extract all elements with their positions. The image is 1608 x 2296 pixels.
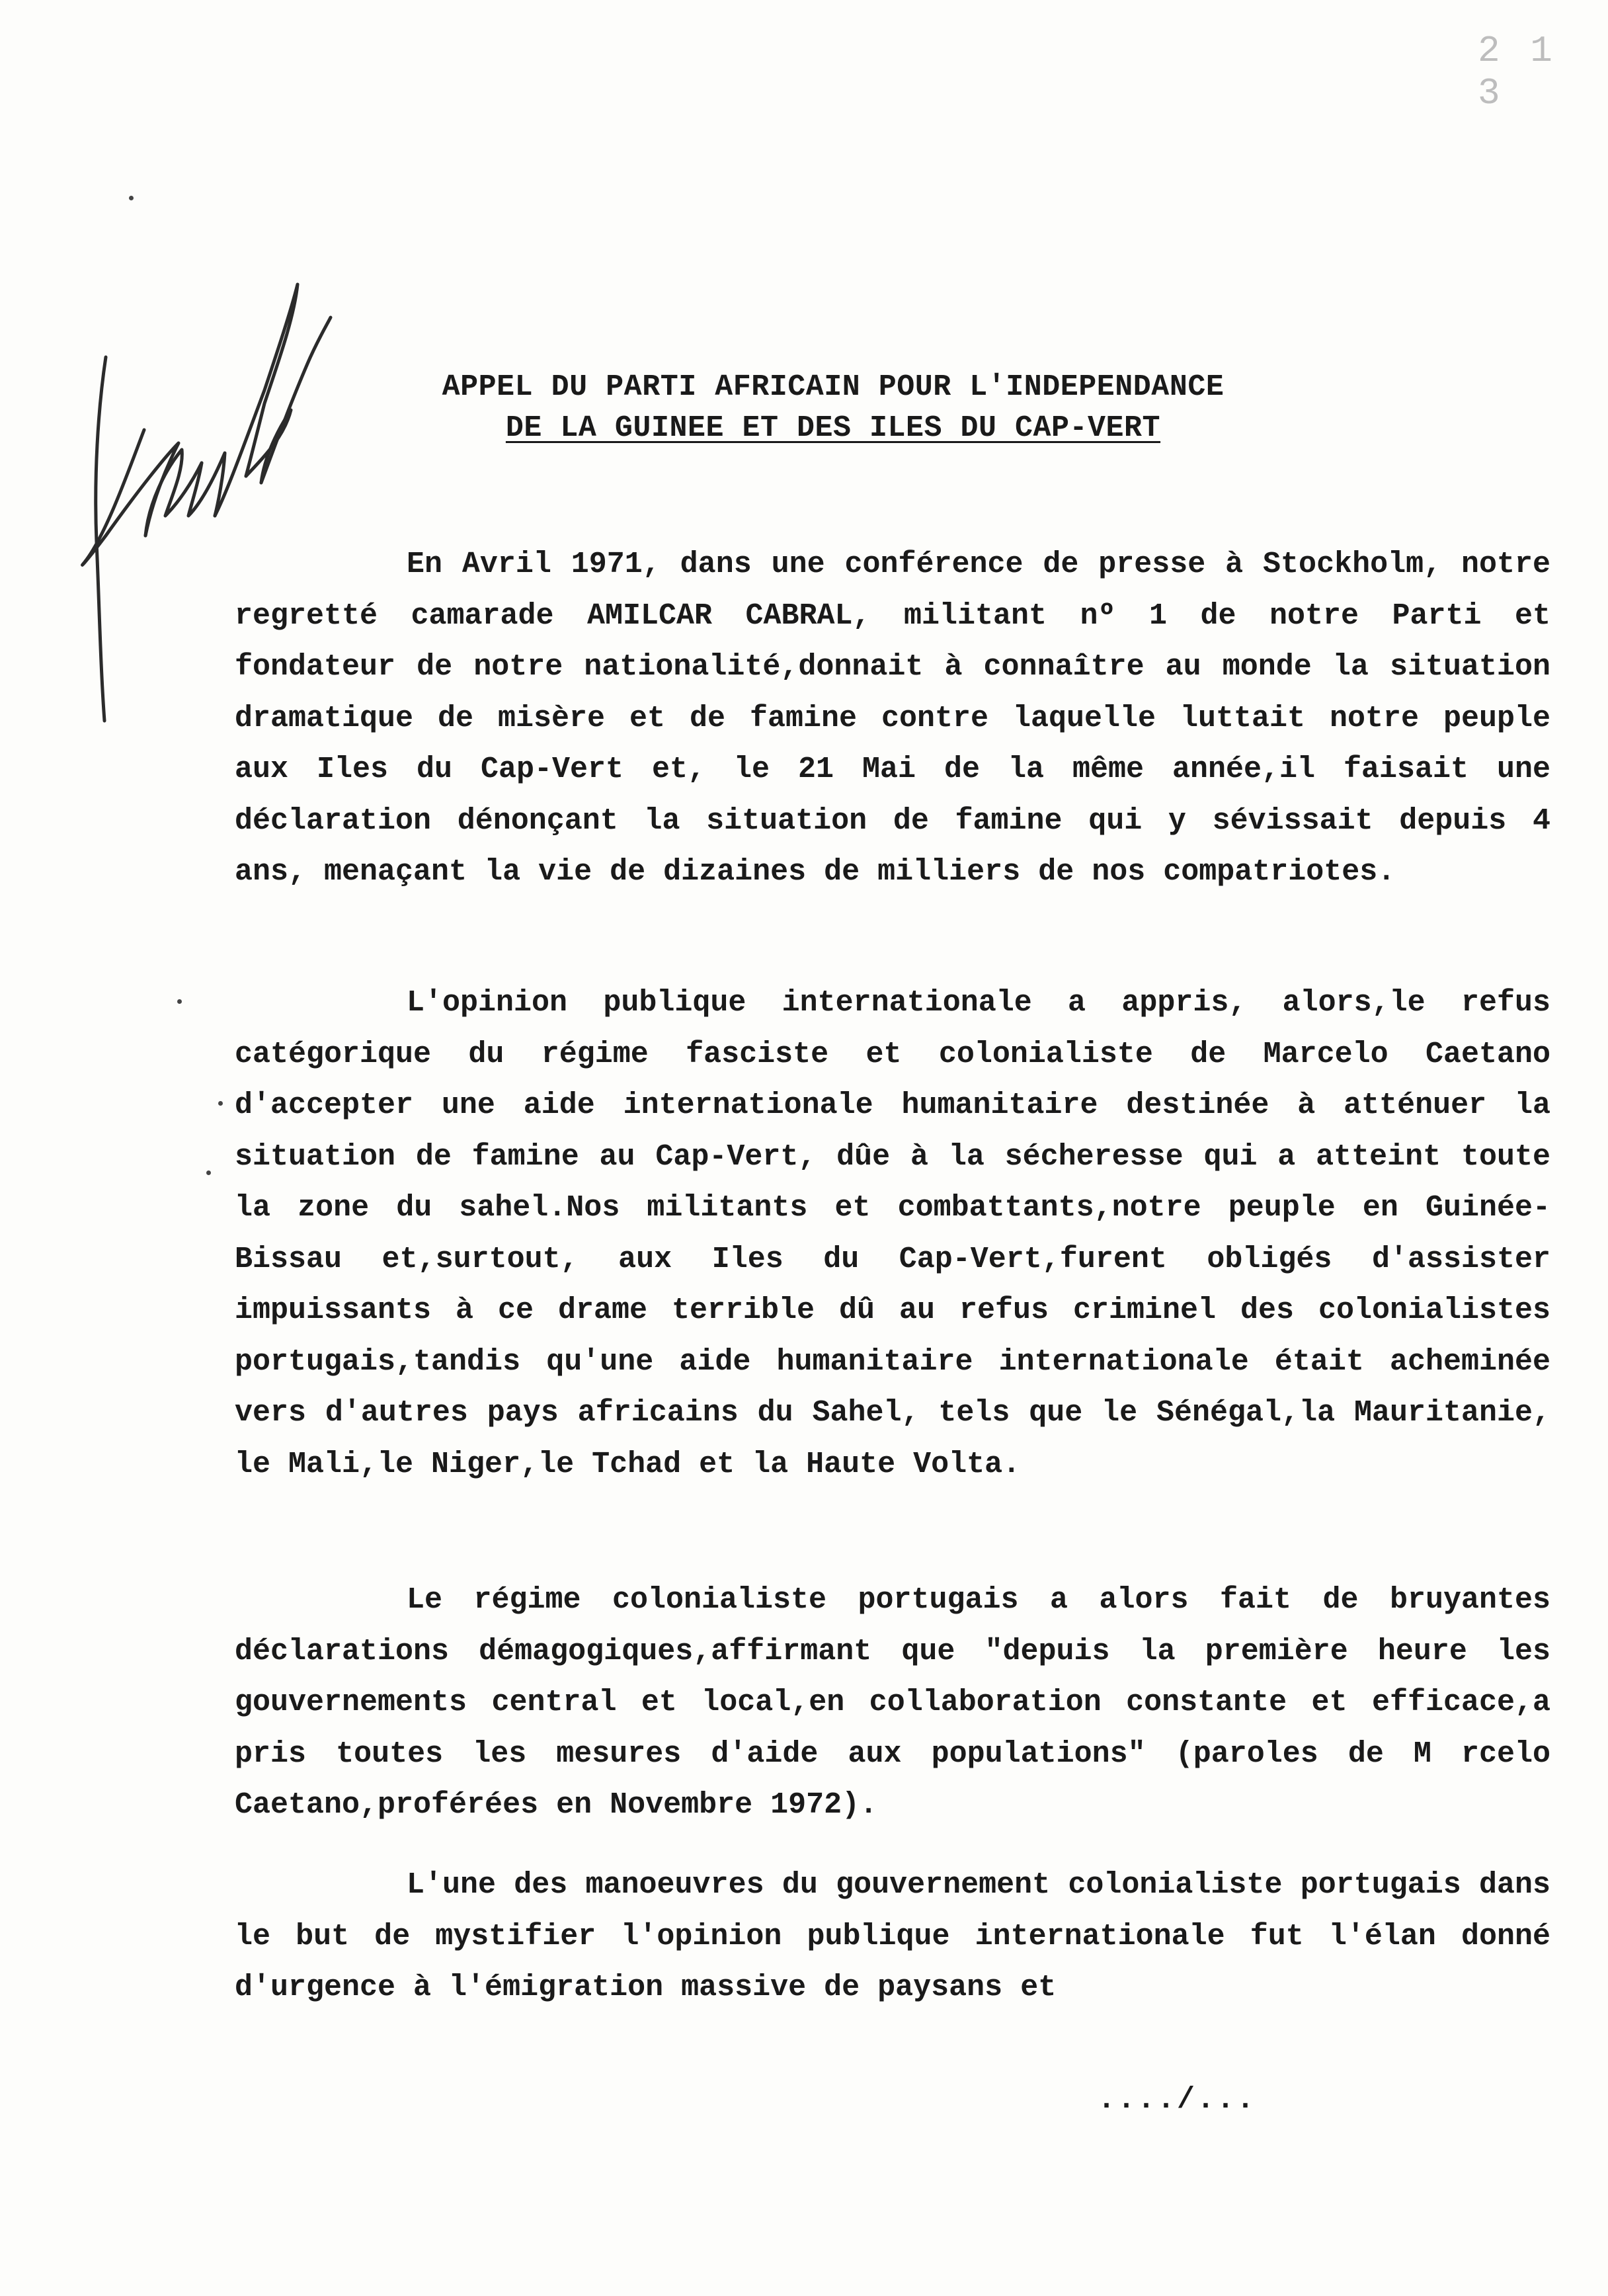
document-title — [410, 367, 1256, 449]
paragraph-2: L'opinion publique internationale a appris, alors,le refus catégorique du régime fasciste et colonialiste de Marcelo Caetano d'accepter une aide internationale humanitaire destinée à atténuer la situation de famine au Cap-Vert, dûe à la sécheresse qui a atteint toute la zone du sahel.Nos militants et combattants,notre peuple en Guinée-Bissau et,surtout, aux Iles du Cap-Vert,furent obligés d'assister impuissants à ce drame terrible dû au refus criminel des colonialistes portugais,tandis qu'une aide humanitaire internationale était acheminée vers d'autres pays africains du Sahel, tels que le Sénégal,la Mauritanie, le Mali,le Niger,le Tchad et la Haute Volta. — [235, 986, 1550, 1481]
scan-speck — [206, 1170, 211, 1175]
scan-speck — [177, 999, 182, 1004]
page-number-mark: 2 1 3 — [1478, 30, 1556, 114]
continuation-mark: ..../... — [1098, 2083, 1257, 2117]
title-line-2: DE LA GUINEE ET DES ILES DU CAP-VERT — [505, 411, 1161, 445]
paragraph-4: L'une des manoeuvres du gouvernement colonialiste portugais dans le but de mystifier l'opinion publique internationale fut l'élan donné d'urgence à l'émigration massive de paysans et — [235, 1868, 1550, 2004]
title-line-1: APPEL DU PARTI AFRICAIN POUR L'INDEPENDANCE — [442, 370, 1225, 404]
scan-speck — [218, 1101, 223, 1106]
paragraph-1: En Avril 1971, dans une conférence de presse à Stockholm, notre regretté camarade AMILCAR CABRAL, militant nº 1 de notre Parti et fondateur de notre nationalité,donnait à connaître au monde la situation dramatique de misère et de famine contre laquelle luttait notre peuple aux Iles du Cap-Vert et, le 21 Mai de la même année,il faisait une déclaration dénonçant la situation de famine qui y sévissait depuis 4 ans, menaçant la vie de dizaines de milliers de nos compatriotes. — [235, 548, 1550, 889]
scan-speck — [129, 196, 134, 200]
paragraph-3: Le régime colonialiste portugais a alors fait de bruyantes déclarations démagogiques,affirmant que "depuis la première heure les gouvernements central et local,en collaboration constante et efficace,a pris toutes les mesures d'aide aux populations" (paroles de M rcelo Caetano,proférées en Novembre 1972). — [235, 1583, 1550, 1822]
